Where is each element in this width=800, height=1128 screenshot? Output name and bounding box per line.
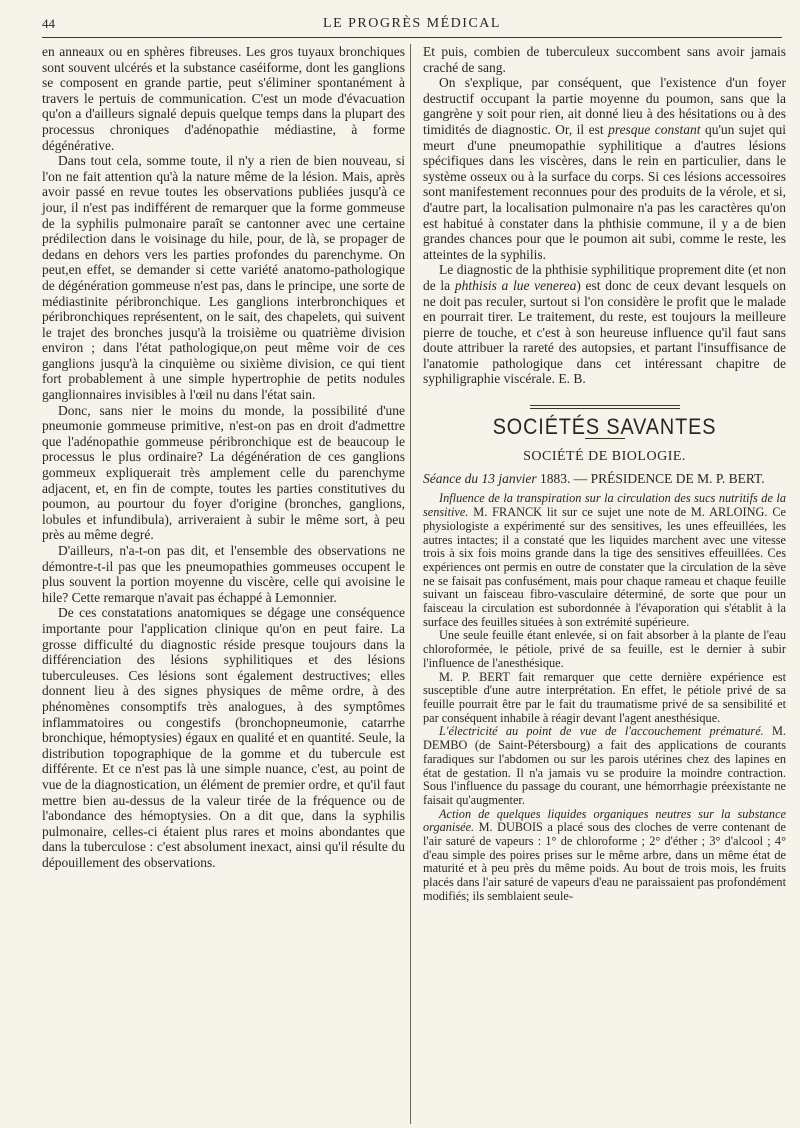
paragraph: De ces constatations anatomiques se dégage une conséquence importante pour l'application clinique qu'on en peut faire. La grosse difficulté du diagnostic réside presque toujours dans la différenciation des lésions syphilitiques et des lésions tuberculeuses. Ces lésions sont également destructives; elles donnent lieu à des signes physiques de même ordre, à des phénomènes consomptifs très analogues, à des symptômes inflammatoires ou congestifs (bronchopneumonie, catarrhe bronchique, hémoptysies) égaux en qualité et en quantité. Seule, la distribution topographique de la gomme et du tubercule est différente. Et ce n'est pas là une simple nuance, c'est, au point de vue de la diagnostication, un élément de premier ordre, et qu'il faut mettre bien au-dessus de la valeur tirée de la fréquence ou de l'abondance des hémoptysies. On a dit que, dans la syphilis pulmonaire, celles-ci étaient plus rares et moins abondantes que dans la tuberculose : c'est absolument inexact, ainsi qu'il résulte du dépouillement des observations. bbox=[42, 605, 405, 870]
report-topic: Action de quelques liquides organiques neutres sur la substance organisée. bbox=[423, 806, 786, 835]
report-text: M. FRANCK lit sur ce sujet une note de M. ARLOING. Ce physiologiste a expérimenté sur des sensitives, les unes effeuillées, les autres intactes; il a constaté que les liquides marchent avec une vitesse trois à six fois moins grande dans la tige des sensitives effeuillées. Ces expériences ont permis en outre de constater que la circulation de la sève ne se faisait pas confusément, mais pour chaque rameau et chaque feuille suivant un faisceau fibro-vasculaire déterminé, de sorte que pour un faisceau la circulation est subordonnée à l'évaporation qui s'établit à la surface des feuilles situées à son extrémité supérieure. bbox=[423, 505, 787, 629]
journal-title: LE PROGRÈS MÉDICAL bbox=[323, 16, 501, 31]
report-text: M. DEMBO (de Saint-Pétersbourg) a fait des applications de courants faradiques sur l'abdomen ou sur les parois utérines chez des lapines en état de gestation. Il n'a jamais vu se produire la moindre contraction. Sous l'influence du passage du courant, une hémorrhagie préexistante ne faisait qu'augmenter. bbox=[423, 724, 786, 807]
report-paragraph: M. P. BERT fait remarquer que cette dernière expérience est susceptible d'une autre interprétation. En effet, le pétiole privé de sa feuille pourrait être par le fait du traumatisme privé de sa sensibilité et par conséquent inhabile à réagir devant l'agent anesthésique. bbox=[423, 669, 786, 725]
paragraph-text: ) est donc de ceux devant lesquels on ne doit pas reculer, surtout si l'on considère le profit que le malade en pourrait tirer. Le traitement, du reste, est toujours la meilleure pierre de touche, et c'est à son heureuse influence qu'il faut sans doute attribuer la rareté des autopsies, et partant l'insuffisance de l'anatomie pathologique dans cet intéressant chapitre de syphiligraphie viscérale. E. B. bbox=[423, 277, 787, 387]
report-paragraph bbox=[423, 808, 786, 904]
report-topic: L'électricité au point de vue de l'accouchement prématuré. bbox=[439, 724, 764, 739]
session-presidency: 1883. — PRÉSIDENCE DE M. P. BERT. bbox=[539, 470, 765, 486]
paragraph-text: On s'explique, par conséquent, que l'existence d'un foyer destructif occupant la partie moyenne du poumon, sans que la gangrène y soit pour rien, ait donné lieu à des hésitations ou à des timidités de diagnostic. Or, il est bbox=[423, 75, 786, 137]
report-topic: Influence de la transpiration sur la circulation des sucs nutritifs de la sensitive. bbox=[423, 491, 786, 520]
emphasis: phthisis a lue venerea bbox=[454, 277, 577, 293]
column-divider bbox=[410, 44, 411, 1124]
header-rule bbox=[42, 37, 782, 38]
paragraph-text: Le diagnostic de la phthisie syphilitique proprement dite (et non de la bbox=[423, 262, 786, 293]
paragraph: Et puis, combien de tuberculeux succombent sans avoir jamais craché de sang. bbox=[423, 44, 786, 75]
paragraph bbox=[423, 75, 786, 262]
society-name: SOCIÉTÉ DE BIOLOGIE. bbox=[523, 449, 686, 465]
paragraph-text: qu'un sujet qui meurt d'une pneumopathie syphilitique a d'autres lésions spécifiques dans les viscères, dans le rein en particulier, dans le système osseux ou à la surface du corps. Si ces lésions accessoires sont manifestement reconnues pour des produits de la vérole, et si, d'autre part, la localisation pulmonaire n'a pas les caractères qu'on est habitué à constater dans la phthisie commune, il y a de bien grandes chances pour que le poumon ait subi, comme le reste, les atteintes de la syphilis. bbox=[423, 121, 786, 262]
paragraph bbox=[423, 262, 786, 387]
left-column bbox=[42, 44, 405, 870]
ornament-rule bbox=[423, 397, 786, 413]
report-text: M. DUBOIS a placé sous des cloches de verre contenant de l'air saturé de vapeurs : 1° de chloroforme ; 2° d'éther ; 3° d'alcool ; 4° d'eau simple des poires prises sur le même arbre, dans un même état de maturité et à peu près du même poids. Au bout de trois mois, les fruits placés dans l'air saturé de vapeurs d'eau ne paraissaient pas profondément modifiés; ils semblaient seule- bbox=[423, 820, 786, 903]
paragraph: D'ailleurs, n'a-t-on pas dit, et l'ensemble des observations ne démontre-t-il pas que les pneumopathies gommeuses occupent le plus souvent la portion moyenne du viscère, celle qui avoisine le hile? Cette remarque n'avait pas échappé à Lemonnier. bbox=[42, 543, 405, 605]
running-head bbox=[42, 14, 782, 36]
session-line bbox=[423, 471, 786, 487]
emphasis: presque constant bbox=[608, 121, 701, 137]
session-date: Séance du 13 janvier bbox=[423, 470, 537, 486]
section-title: SOCIÉTÉS SAVANTES bbox=[492, 413, 717, 439]
paragraph: Donc, sans nier le moins du monde, la possibilité d'une pneumonie gommeuse primitive, n'est-on pas en droit d'admettre que l'adénopathie gommeuse péribronchique est de beaucoup le processus le plus ordinaire? La dégénération de ces ganglions gommeux expliquerait très amplement celle du parenchyme adjacent, et, en fin de compte, toutes les parties constitutives du poumon, au pourtour du foyer d'origine (bronches, ganglions, lobules et infundibula), arriveraient à subir le même sort, à peu près au même degré. bbox=[42, 402, 405, 543]
report-paragraph: Une seule feuille étant enlevée, si on fait absorber à la plante de l'eau chloroformée, le pétiole, privé de sa feuille, est le dernier à subir l'influence de l'anesthésique. bbox=[423, 628, 786, 670]
paragraph: en anneaux ou en sphères fibreuses. Les gros tuyaux bronchiques sont souvent ulcérés et la substance caséiforme, dont les ganglions se composent en grande partie, peut s'éliminer spontanément à travers le pertuis de communication. C'est un mode d'évacuation qu'on a d'ailleurs signalé depuis quelque temps dans la plupart des processus chroniques d'adénopathie médiastine, à forme dégénérative. bbox=[42, 44, 405, 153]
report-paragraph bbox=[423, 492, 786, 629]
paragraph: Dans tout cela, somme toute, il n'y a rien de bien nouveau, si l'on ne fait attention qu'à la nature même de la lésion. Mais, après avoir passé en revue toutes les observations publiées jusqu'à ce jour, il n'est pas indifférent de remarquer que la forme gommeuse de la syphilis pulmonaire paraît se cantonner avec une certaine prédilection dans le voisinage du hile, pour, de là, se propager de dedans en dehors vers les parties profondes du parenchyme. On peut,en effet, se demander si cette variété anatomo-pathologique de dégénération gommeuse n'est pas, dans le principe, une sorte de médiastinite péribronchique. Les ganglions interbronchiques et péribronchiques représentent, on le sait, des chapelets, qui suivent le trajet des bronches jusqu'à la troisième ou quatrième division environ ; dans l'état pathologique,on peut même voir de ces ganglions jusqu'à la cinquième ou sixième division, ce qui tient fort probablement à une simple hypertrophie de petits nodules ganglionnaires invisibles à l'œil nu dans l'état sain. bbox=[42, 153, 405, 403]
page-number: 44 bbox=[42, 16, 55, 31]
right-column bbox=[423, 44, 786, 904]
session-report bbox=[423, 492, 786, 903]
report-paragraph bbox=[423, 725, 786, 807]
